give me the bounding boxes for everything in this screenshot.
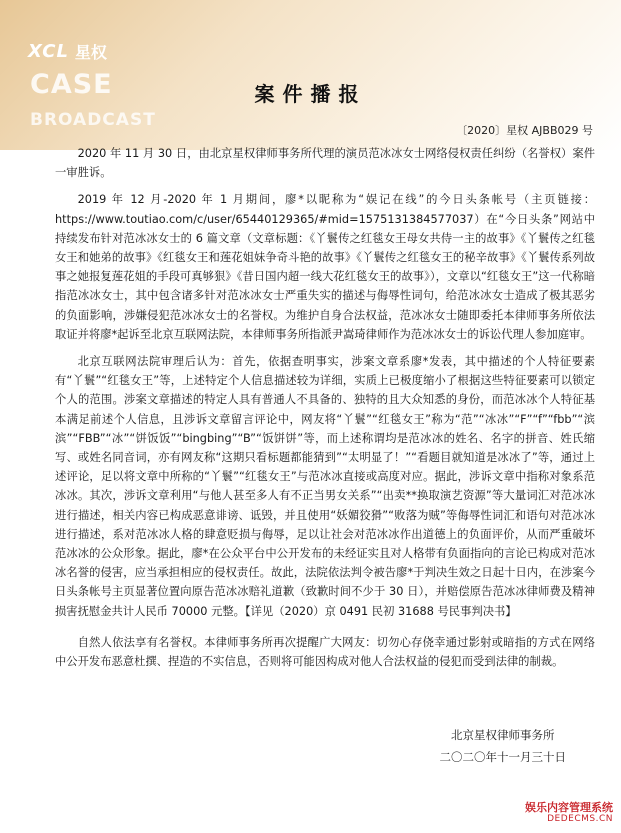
paragraph-intro: 2020 年 11 月 30 日，由北京星权律师事务所代理的演员范冰冰女士网络侵权责任纠纷（名誉权）案件一审胜诉。 [55,147,595,180]
paragraph-facts: 2019 年 12 月-2020 年 1 月期间，廖*以昵称为“娱记在线”的今日头条帐号（主页链接：https://www.toutiao.com/c/user/65440129365/#mid=1575131384577037）在“今日头条”网站中持续发布针对范冰冰女士的 6 篇文章（文章标题：《丫鬟传之红毯女王母女共侍一主的故事》《丫鬟传之红毯女王和她弟的故事》《红毯女王和莲花姐妹争奇斗艳的故事》《丫鬟传之红毯女王的秘辛故事》《丫鬟传系列故事之她报复莲花姐的手段可真够狠》《昔日国内超一线大花红毯女王的故事》），文章以“红毯女王”这一代称暗指范冰冰女士，其中包含诸多针对范冰冰女士严重失实的描述与侮辱性词句，给范冰冰女士造成了极其恶劣的负面影响，涉嫌侵犯范冰冰女士的名誉权。为维护自身合法权益，范冰冰女士随即委托本律师事务所依法取证并将廖*起诉至北京互联网法院，本律师事务所指派尹嵩琦律师作为范冰冰女士的诉讼代理人参加庭审。 [55,193,595,341]
logo-text: 星权 [74,43,107,62]
brand-logo [28,40,107,63]
signature-date: 二〇二〇年十一月三十日 [439,750,566,764]
paragraph-reminder: 自然人依法享有名誉权。本律师事务所再次提醒广大网友：切勿心存侥幸通过影射或暗指的方式在网络中公开发布恶意杜撰、捏造的不实信息，否则将可能因构成对他人合法权益的侵犯而受到法律的制裁。 [55,635,595,669]
signature-firm: 北京星权律师事务所 [451,728,555,742]
watermark-line2: DEDECMS.CN [547,814,613,824]
document-body [55,144,595,679]
watermark-line1: 娱乐内容管理系统 [525,801,613,814]
reference-number: 〔2020〕星权 AJBB029 号 [456,124,593,137]
page-title: 案件播报 [254,82,367,106]
paragraph-ruling: 北京互联网法院审理后认为：首先，依据查明事实，涉案文章系廖*发表，其中描述的个人特征要素有“丫鬟”“红毯女王”等，上述特定个人信息描述较为详细，实质上已极度缩小了根据这些特征要素可以锁定个人的范围。涉案文章描述的特定人具有普通人不具备的、独特的且大众知悉的身份，而范冰冰个人特征基本满足前述个人信息，且涉诉文章留言评论中，网友将“丫鬟”“红毯女王”称为“范”“冰冰”“F”“f”“fbb”“滨滨”“FBB”“冰”“饼饭饭”“bingbing”“B”“饭饼饼”等，而上述称谓均是范冰冰的姓名、名字的拼音、姓氏缩写、或姓名同音词，亦有网友称“这期只看标题都能猜到”“太明显了！”“看题目就知道是冰冰了”等，通过上述评论，足以将文章中所称的“丫鬟”“红毯女王”与范冰冰直接或高度对应。据此，涉诉文章中指称对象系范冰冰。其次，涉诉文章利用“与他人甚至多人有不正当男女关系”“出卖**换取演艺资源”等大量词汇对范冰冰进行描述，相关内容已构成恶意诽谤、诋毁，并且使用“妖媚狡猾”“败落为贼”等侮辱性词汇和语句对范冰冰进行描述，系对范冰冰人格的肆意贬损与侮辱，足以让社会对范冰冰作出道德上的负面评价，从而严重破坏范冰冰的公众形象。据此，廖*在公众平台中公开发布的未经证实且对人格带有负面指向的言论已构成对范冰冰名誉的侵害，应当承担相应的侵权责任。故此，法院依法判令被告廖*于判决生效之日起十日内，在涉案今日头条帐号主页显著位置向原告范冰冰赔礼道歉（致歉时间不少于 30 日），并赔偿原告范冰冰律师费及精神损害抚慰金共计人民币 70000 元整。【详见（2020）京 0491 民初 31688 号民事判决书】 [55,355,595,618]
logo-mark: XCL [28,41,69,62]
case-decor-text: CASE [30,69,113,100]
signature-block [440,724,567,768]
broadcast-decor-text: BROADCAST [30,110,156,130]
site-watermark [525,801,613,825]
